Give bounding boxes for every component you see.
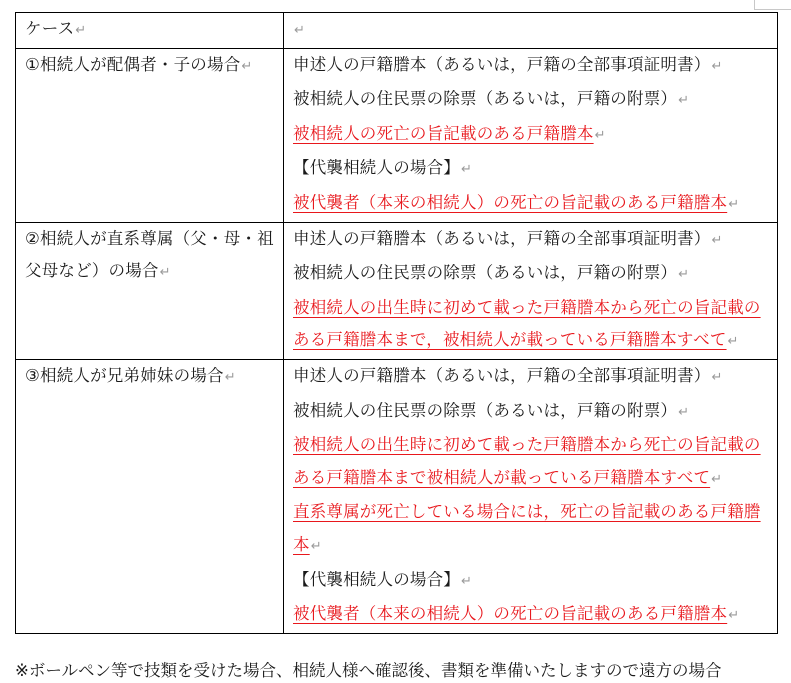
paragraph-mark: ↵ xyxy=(727,334,739,350)
paragraph-mark: ↵ xyxy=(728,608,740,624)
document-line xyxy=(293,395,769,430)
paragraph-mark: ↵ xyxy=(678,404,690,420)
case-cell xyxy=(16,222,284,359)
paragraph-mark: ↵ xyxy=(461,162,473,178)
paragraph-mark: ↵ xyxy=(678,267,690,283)
document-text: 申述人の戸籍謄本（あるいは，戸籍の全部事項証明書） xyxy=(293,365,711,385)
document-text: 申述人の戸籍謄本（あるいは，戸籍の全部事項証明書） xyxy=(293,228,711,248)
page-corner-mark xyxy=(754,0,791,10)
document-text-red: 被相続人の出生時に初めて載った戸籍謄本から死亡の旨記載のある戸籍謄本まで，被相続人が載っている戸籍謄本すべて xyxy=(293,297,761,350)
documents-cell xyxy=(284,222,778,359)
footer-text: ※ボールペン等で技類を受けた場合、相続人様へ確認後、書類を準備いたしますので遠方の場合 xyxy=(15,661,722,680)
document-table xyxy=(15,12,778,634)
document-line-highlight xyxy=(293,496,769,563)
header-cell-documents xyxy=(284,13,778,49)
document-text: 被相続人の住民票の除票（あるいは，戸籍の附票） xyxy=(293,263,678,283)
paragraph-mark: ↵ xyxy=(294,23,306,38)
document-text-red: 被相続人の死亡の旨記載のある戸籍謄本 xyxy=(293,123,594,143)
document-line xyxy=(293,152,769,187)
documents-cell xyxy=(284,48,778,222)
documents-cell xyxy=(284,359,778,633)
paragraph-mark: ↵ xyxy=(310,538,322,554)
header-cell-case xyxy=(16,13,284,49)
paragraph-mark: ↵ xyxy=(711,369,723,385)
document-line xyxy=(293,83,769,118)
document-line-highlight xyxy=(293,598,769,633)
table-row xyxy=(16,222,778,359)
document-line-highlight xyxy=(293,118,769,153)
paragraph-mark: ↵ xyxy=(594,127,606,143)
case-cell xyxy=(16,359,284,633)
header-case-label: ケース xyxy=(25,19,75,38)
document-line xyxy=(293,564,769,599)
paragraph-mark: ↵ xyxy=(728,196,740,212)
table-row xyxy=(16,48,778,222)
document-line-highlight xyxy=(293,187,769,222)
table-row xyxy=(16,359,778,633)
document-text-red: 直系尊属が死亡している場合には，死亡の旨記載のある戸籍謄本 xyxy=(293,502,761,554)
paragraph-mark: ↵ xyxy=(75,23,87,38)
document-line xyxy=(293,49,769,84)
case-label-wrap xyxy=(25,223,275,290)
paragraph-mark: ↵ xyxy=(711,232,723,248)
document-text: 被相続人の住民票の除票（あるいは，戸籍の附票） xyxy=(293,400,678,420)
table-header-row xyxy=(16,13,778,49)
subheading-text: 【代襲相続人の場合】 xyxy=(293,158,460,178)
document-text-red: 被代襲者（本来の相続人）の死亡の旨記載のある戸籍謄本 xyxy=(293,192,728,212)
paragraph-mark: ↵ xyxy=(461,573,473,589)
document-text: 被相続人の住民票の除票（あるいは，戸籍の附票） xyxy=(293,89,678,109)
document-text: 申述人の戸籍謄本（あるいは，戸籍の全部事項証明書） xyxy=(293,54,711,74)
subheading-text: 【代襲相続人の場合】 xyxy=(293,569,460,589)
document-line xyxy=(293,360,769,395)
document-line xyxy=(293,257,769,292)
paragraph-mark: ↵ xyxy=(711,471,723,487)
case-label: ②相続人が直系尊属（父・母・祖父母など）の場合 xyxy=(25,228,274,281)
document-line-highlight xyxy=(293,292,769,359)
document-text-red: 被代襲者（本来の相続人）の死亡の旨記載のある戸籍謄本 xyxy=(293,604,728,624)
document-line-highlight xyxy=(293,429,769,496)
paragraph-mark: ↵ xyxy=(224,369,236,385)
paragraph-mark: ↵ xyxy=(159,265,171,281)
case-label: ③相続人が兄弟姉妹の場合 xyxy=(25,365,224,385)
case-label: ①相続人が配偶者・子の場合 xyxy=(25,54,241,74)
paragraph-mark: ↵ xyxy=(678,93,690,109)
document-text-red: 被相続人の出生時に初めて載った戸籍謄本から死亡の旨記載のある戸籍謄本まで被相続人が載っている戸籍謄本すべて xyxy=(293,435,761,487)
paragraph-mark: ↵ xyxy=(711,58,723,74)
paragraph-mark: ↵ xyxy=(241,58,253,74)
document-line xyxy=(293,223,769,258)
case-cell xyxy=(16,48,284,222)
